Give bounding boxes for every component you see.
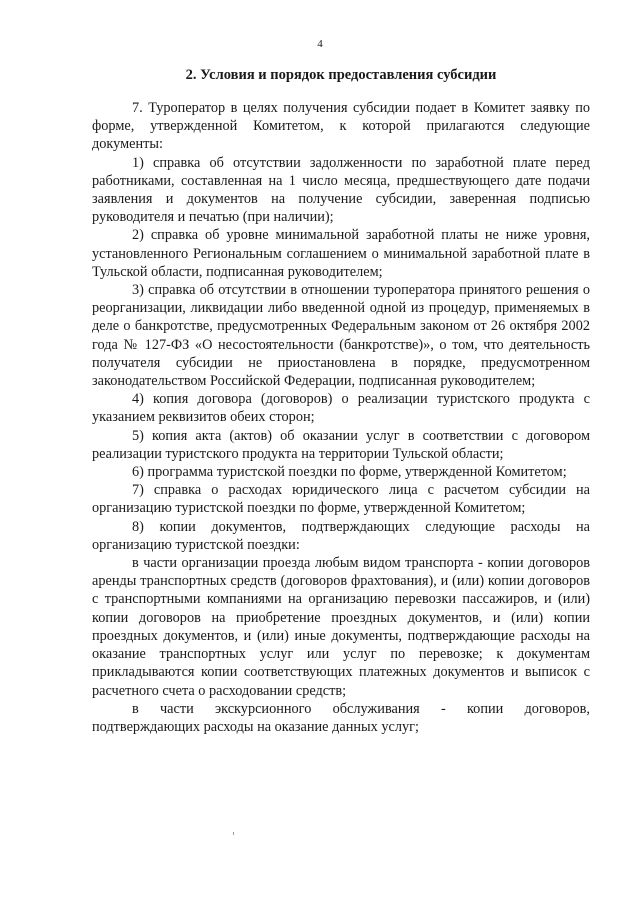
paragraph-item-3: 3) справка об отсутствии в отношении туроператора принятого решения о реорганизации, ликвидации либо введенной одной из процедур, применяемых в деле о банкротстве, предусмотренных Федеральным законом от 26 октября 2002 года № 127-ФЗ «О несостоятельности (банкротстве)», о том, что деятельность получателя субсидии не приостановлена в порядке, предусмотренном законодательством Российской Федерации, подписанная руководителем; (92, 282, 590, 390)
paragraph-item-4: 4) копия договора (договоров) о реализации туристского продукта с указанием реквизитов обеих сторон; (92, 391, 590, 426)
scan-mark (233, 832, 234, 835)
paragraph-intro: 7. Туроператор в целях получения субсидии подает в Комитет заявку по форме, утвержденной Комитетом, к которой прилагаются следующие документы: (92, 100, 590, 153)
paragraph-item-8: 8) копии документов, подтверждающих следующие расходы на организацию туристской поездки: (92, 518, 590, 553)
paragraph-item-1: 1) справка об отсутствии задолженности по заработной плате перед работниками, составленная на 1 число месяца, предшествующего дате подачи заявления и документов на получение субсидии, заверенная подписью руководителя и печатью (при наличии); (92, 154, 590, 226)
paragraph-item-7: 7) справка о расходах юридического лица с расчетом субсидии на организацию туристской поездки по форме, утвержденной Комитетом; (92, 482, 590, 517)
paragraph-item-6: 6) программа туристской поездки по форме, утвержденной Комитетом; (132, 464, 567, 481)
document-body (92, 99, 590, 736)
paragraph-excursion: в части экскурсионного обслуживания - копии договоров, подтверждающих расходы на оказание данных услуг; (92, 700, 590, 735)
paragraph-item-2: 2) справка об уровне минимальной заработной платы не ниже уровня, установленного Региональным соглашением о минимальной заработной плате в Тульской области, подписанная руководителем; (92, 227, 590, 280)
section-heading: 2. Условия и порядок предоставления субсидии (185, 67, 497, 83)
page-number: 4 (317, 38, 323, 50)
paragraph-transport: в части организации проезда любым видом транспорта - копии договоров аренды транспортных средств (договоров фрахтования), и (или) копии договоров с транспортными компаниями на организацию перевозки пассажиров, и (или) копии договоров на приобретение проездных документов, и (или) копии проездных документов, и (или) иные документы, подтверждающие расходы на оказание транспортных услуг или услуг по перевозке; к документам прикладываются копии соответствующих платежных документов и выписок с расчетного счета о расходовании средств; (92, 555, 590, 699)
paragraph-item-5: 5) копия акта (актов) об оказании услуг в соответствии с договором реализации туристского продукта на территории Тульской области; (92, 427, 590, 462)
